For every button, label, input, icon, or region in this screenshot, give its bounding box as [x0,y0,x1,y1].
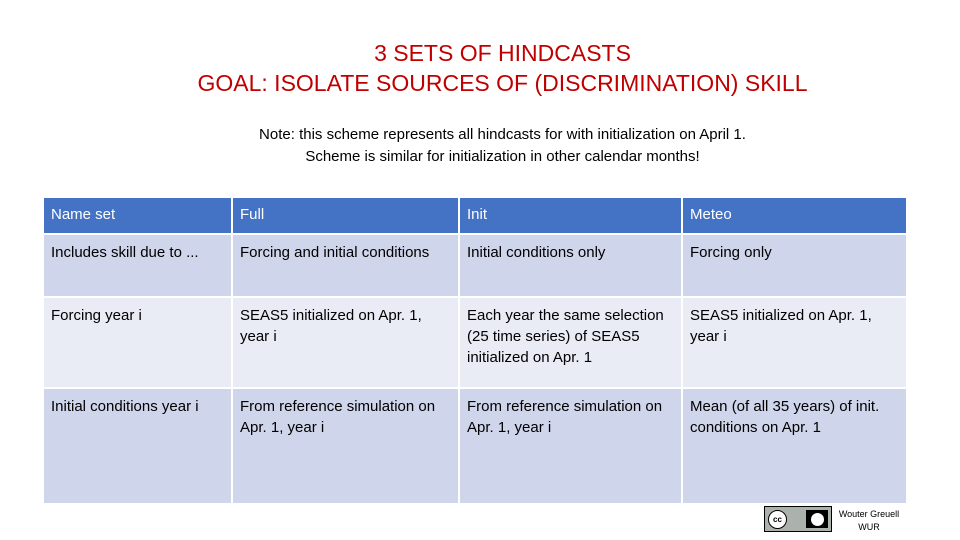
table-cell: Forcing and initial conditions [232,234,459,297]
row-label-cell: Initial conditions year i [43,388,232,504]
table-cell: Mean (of all 35 years) of init. conditions on Apr. 1 [682,388,907,504]
table-cell: SEAS5 initialized on Apr. 1, year i [682,297,907,388]
header-cell-meteo: Meteo [682,197,907,234]
author-credit [836,508,902,534]
table-row [43,234,907,297]
attribution-person-icon [806,510,828,528]
table-cell: Each year the same selection (25 time series) of SEAS5 initialized on Apr. 1 [459,297,682,388]
table-cell: SEAS5 initialized on Apr. 1, year i [232,297,459,388]
title-line-2: GOAL: ISOLATE SOURCES OF (DISCRIMINATION) SKILL [197,70,808,96]
table-cell: Forcing only [682,234,907,297]
table-row [43,388,907,504]
table-cell: From reference simulation on Apr. 1, year i [232,388,459,504]
title-line-1: 3 SETS OF HINDCASTS [374,40,631,66]
header-cell-name-set: Name set [43,197,232,234]
header-cell-full: Full [232,197,459,234]
hindcast-table [42,196,908,505]
table-header-row [43,197,907,234]
table-row [43,297,907,388]
author-name: Wouter Greuell [838,509,900,519]
cc-logo-icon: cc [768,510,787,529]
row-label-cell: Forcing year i [43,297,232,388]
creative-commons-by-icon [764,506,832,532]
slide-note [0,124,960,168]
note-line-2: Scheme is similar for initialization in other calendar months! [305,148,700,165]
slide-title [0,38,960,98]
note-line-1: Note: this scheme represents all hindcasts for with initialization on April 1. [259,126,746,143]
table-cell: Initial conditions only [459,234,682,297]
author-org: WUR [858,522,880,532]
table-cell: From reference simulation on Apr. 1, year i [459,388,682,504]
header-cell-init: Init [459,197,682,234]
row-label-cell: Includes skill due to ... [43,234,232,297]
